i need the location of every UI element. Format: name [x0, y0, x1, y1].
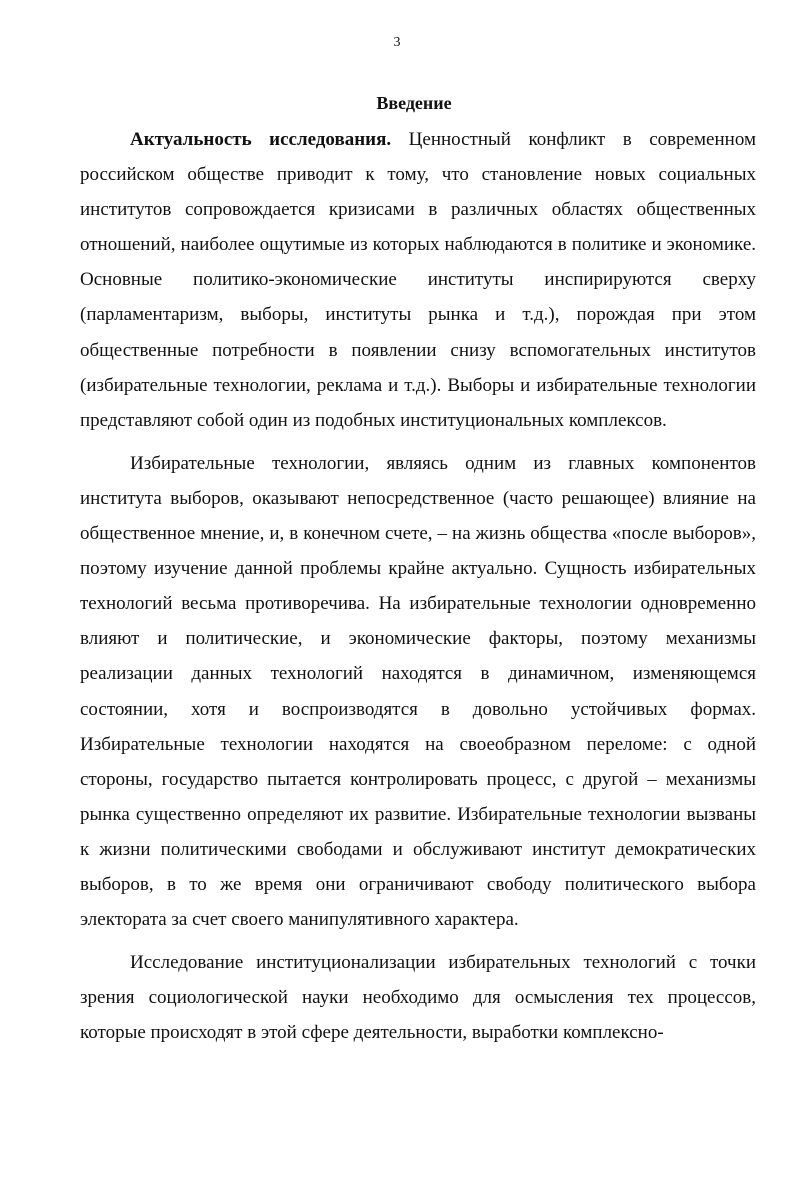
paragraph-technologies: Избирательные технологии, являясь одним из главных компонентов института выборов, оказывают непосредственное (часто решающее) влияние на общественное мнение, и, в конечном счете, – на жизнь общества «после выборов», поэтому изучение данной проблемы крайне актуально. Сущность избирательных технологий весьма противоречива. На избирательные технологии одновременно влияют и политические, и экономические факторы, поэтому механизмы реализации данных технологий находятся в динамичном, изменяющемся состоянии, хотя и воспроизводятся в довольно устойчивых формах. Избирательные технологии находятся на своеобразном переломе: с одной стороны, государство пытается контролировать процесс, с другой – механизмы рынка существенно определяют их развитие. Избирательные технологии вызваны к жизни политическими свободами и обслуживают институт демократических выборов, в то же время они ограничивают свободу политического выбора электората за счет своего манипулятивного характера. — [80, 452, 756, 931]
page-number: 3 — [393, 35, 401, 50]
paragraph-relevance — [80, 122, 756, 438]
paragraph-research: Исследование институционализации избирательных технологий с точки зрения социологической науки необходимо для осмысления тех процессов, которые происходят в этой сфере деятельности, выработки комплексно- — [80, 952, 756, 1044]
paragraph-text: Ценностный конфликт в современном российском обществе приводит к тому, что становление новых социальных институтов сопровождается кризисами в различных областях общественных отношений, наиболее ощутимые из которых наблюдаются в политике и экономике. Основные политико-экономические институты инспирируются сверху (парламентаризм, выборы, институты рынка и т.д.), порождая при этом общественные потребности в появлении снизу вспомогательных институтов (избирательные технологии, реклама и т.д.). Выборы и избирательные технологии представляют собой один из подобных институциональных комплексов. — [80, 129, 756, 431]
body-text — [80, 122, 756, 1050]
section-heading: Введение — [376, 93, 452, 113]
lead-label: Актуальность исследования. — [130, 129, 392, 150]
